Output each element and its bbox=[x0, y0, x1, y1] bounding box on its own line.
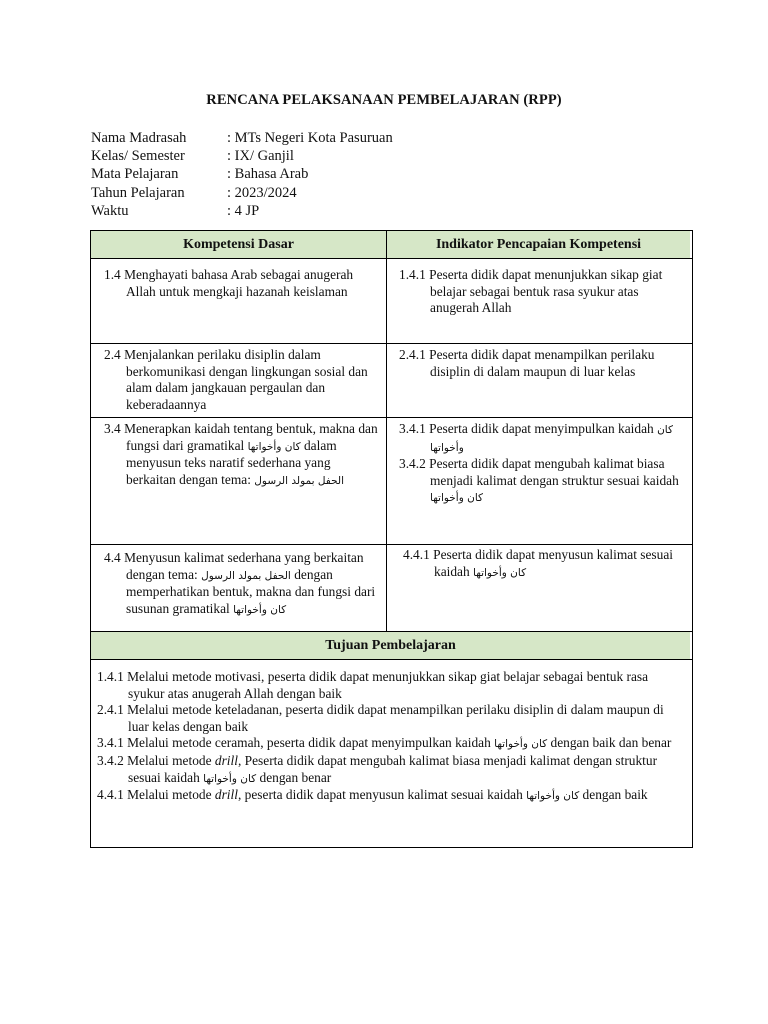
tujuan-text-part: , Peserta didik dapat mengubah kalimat biasa menjadi kalimat dengan struktur sesuai kaidah bbox=[128, 752, 658, 785]
kd-cell bbox=[91, 344, 387, 417]
kd-cell bbox=[91, 418, 387, 544]
kd-text-part: 1.4 Menghayati bahasa Arab sebagai anugerah Allah untuk mengkaji hazanah keislaman bbox=[104, 267, 354, 299]
meta-row-madrasah bbox=[91, 129, 393, 147]
kd-cell bbox=[91, 259, 387, 343]
tujuan-list bbox=[91, 660, 690, 847]
kd-text-part: dengan memperhatikan bentuk, makna dan fungsi dari susunan gramatikal bbox=[126, 566, 376, 616]
meta-value: : 4 JP bbox=[227, 202, 260, 219]
meta-row-waktu bbox=[91, 202, 393, 220]
meta-value: : IX/ Ganjil bbox=[227, 148, 294, 165]
tujuan-text-part: 4.4.1 Melalui metode bbox=[97, 787, 215, 803]
ipk-text-part: 1.4.1 Peserta didik dapat menunjukkan sikap giat belajar sebagai bentuk rasa syukur atas anugerah Allah bbox=[399, 267, 663, 316]
meta-label: Nama Madrasah bbox=[91, 130, 187, 146]
header-indikator: Indikator Pencapaian Kompetensi bbox=[387, 231, 690, 258]
tujuan-text-part: 2.4.1 Melalui metode keteladanan, peserta didik dapat menampilkan perilaku disiplin di dalam maupun di luar kelas dengan baik bbox=[97, 702, 664, 734]
table-row bbox=[91, 258, 692, 343]
kd-text bbox=[97, 267, 382, 300]
tujuan-text-part: dengan benar bbox=[256, 769, 332, 785]
kd-text-part: 3.4 Menerapkan kaidah tentang bentuk, makna dan fungsi dari gramatikal bbox=[104, 421, 378, 453]
header-kompetensi-dasar: Kompetensi Dasar bbox=[91, 231, 387, 258]
meta-label: Mata Pelajaran bbox=[91, 166, 179, 183]
arabic-text: كان وأخواتها bbox=[247, 440, 301, 453]
arabic-text: الحفل بمولد الرسول bbox=[201, 569, 291, 582]
table-header-row bbox=[91, 231, 692, 258]
arabic-text: كان وأخواتها bbox=[430, 424, 674, 454]
arabic-text: كان وأخواتها bbox=[526, 790, 580, 803]
tujuan-text-part: dengan baik dan benar bbox=[547, 735, 672, 751]
ipk-text-part: 3.4.1 Peserta didik dapat menyimpulkan kaidah bbox=[399, 421, 658, 436]
table-row bbox=[91, 417, 692, 544]
kd-text-part: 2.4 Menjalankan perilaku disiplin dalam berkomunikasi dengan lingkungan sosial dan alam dalam jangkauan pergaulan dan keberadaannya bbox=[104, 347, 368, 412]
meta-row-tahun bbox=[91, 184, 393, 202]
tujuan-item bbox=[97, 753, 684, 787]
ipk-cell bbox=[387, 418, 690, 544]
ipk-text bbox=[393, 267, 686, 317]
ipk-text-part: 2.4.1 Peserta didik dapat menampilkan perilaku disiplin di dalam maupun di luar kelas bbox=[399, 347, 655, 379]
ipk-text bbox=[393, 421, 686, 456]
ipk-text bbox=[397, 547, 686, 581]
tujuan-text-part: , peserta didik dapat menyusun kalimat sesuai kaidah bbox=[237, 787, 527, 803]
tujuan-item bbox=[97, 787, 684, 805]
ipk-cell bbox=[387, 545, 690, 631]
kd-text bbox=[97, 347, 382, 413]
meta-row-mapel bbox=[91, 165, 393, 183]
tujuan-header-row bbox=[91, 631, 692, 659]
tujuan-text-part: 1.4.1 Melalui metode motivasi, peserta didik dapat menunjukkan sikap giat belajar sebagai bentuk rasa syukur atas anugerah Allah dengan baik bbox=[97, 669, 649, 701]
arabic-text: الحفل بمولد الرسول bbox=[254, 474, 345, 487]
tujuan-text-part: 3.4.2 Melalui metode bbox=[97, 752, 215, 768]
arabic-text: كان وأخواتها bbox=[233, 603, 287, 616]
header-tujuan-pembelajaran: Tujuan Pembelajaran bbox=[91, 632, 690, 659]
ipk-text-part: 3.4.2 Peserta didik dapat mengubah kalimat biasa menjadi kalimat dengan struktur sesuai kaidah bbox=[399, 456, 679, 488]
kd-text-part: 4.4 Menyusun kalimat sederhana yang berkaitan dengan tema: bbox=[104, 550, 364, 582]
tujuan-row bbox=[91, 659, 692, 847]
tujuan-text-part: dengan baik bbox=[579, 787, 648, 803]
rpp-table bbox=[90, 230, 693, 848]
tujuan-item bbox=[97, 669, 684, 702]
meta-value: : MTs Negeri Kota Pasuruan bbox=[227, 130, 393, 146]
arabic-text: كان وأخواتها bbox=[203, 772, 257, 785]
meta-value: : Bahasa Arab bbox=[227, 166, 309, 183]
meta-label: Kelas/ Semester bbox=[91, 148, 185, 165]
ipk-text-part: 4.4.1 Peserta didik dapat menyusun kalimat sesuai kaidah bbox=[403, 547, 673, 579]
meta-value: : 2023/2024 bbox=[227, 184, 297, 201]
tujuan-text-part: 3.4.1 Melalui metode ceramah, peserta didik dapat menyimpulkan kaidah bbox=[97, 735, 495, 751]
identity-block bbox=[91, 129, 393, 220]
tujuan-item bbox=[97, 702, 684, 735]
arabic-text: كان وأخواتها bbox=[430, 492, 484, 505]
table-row bbox=[91, 544, 692, 631]
tujuan-item bbox=[97, 735, 684, 753]
emphasis-drill: drill bbox=[214, 752, 238, 768]
table-row bbox=[91, 343, 692, 417]
arabic-text: كان وأخواتها bbox=[473, 566, 527, 579]
meta-label: Tahun Pelajaran bbox=[91, 184, 185, 201]
ipk-cell bbox=[387, 344, 690, 417]
arabic-text: كان وأخواتها bbox=[494, 738, 548, 751]
emphasis-drill: drill bbox=[214, 787, 238, 803]
meta-row-kelas bbox=[91, 147, 393, 165]
ipk-text bbox=[393, 456, 686, 507]
kd-text bbox=[97, 550, 382, 618]
kd-text bbox=[97, 421, 382, 489]
ipk-text bbox=[393, 347, 686, 380]
meta-label: Waktu bbox=[91, 202, 129, 219]
kd-cell bbox=[91, 545, 387, 631]
kd-text-part: dalam menyusun teks naratif sederhana yang berkaitan dengan tema: bbox=[126, 437, 337, 487]
document-title: RENCANA PELAKSANAAN PEMBELAJARAN (RPP) bbox=[206, 92, 562, 108]
ipk-cell bbox=[387, 259, 690, 343]
